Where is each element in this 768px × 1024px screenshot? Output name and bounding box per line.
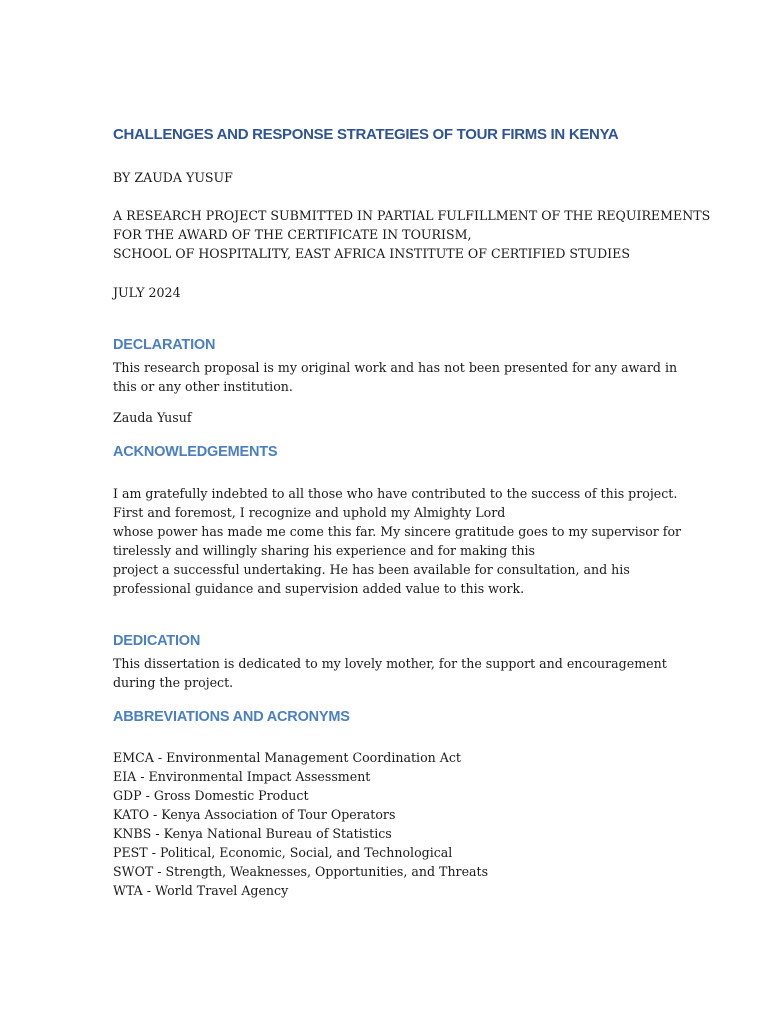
acknowledgements-line: professional guidance and supervision added value to this work. (113, 581, 525, 596)
submission-line: A RESEARCH PROJECT SUBMITTED IN PARTIAL FULFILLMENT OF THE REQUIREMENTS (113, 208, 711, 223)
acknowledgements-line: project a successful undertaking. He has been available for consultation, and his (113, 562, 630, 577)
abbreviation-item: GDP - Gross Domestic Product (113, 788, 309, 803)
dedication-heading: DEDICATION (113, 633, 201, 649)
dedication-line: during the project. (113, 675, 234, 690)
abbreviation-item: WTA - World Travel Agency (113, 883, 289, 898)
acknowledgements-line: First and foremost, I recognize and uphold my Almighty Lord (113, 505, 506, 520)
acknowledgements-text (113, 484, 681, 598)
submission-statement (113, 206, 710, 263)
submission-line: SCHOOL OF HOSPITALITY, EAST AFRICA INSTITUTE OF CERTIFIED STUDIES (113, 246, 630, 261)
declaration-heading: DECLARATION (113, 337, 216, 353)
abbreviation-item: KATO - Kenya Association of Tour Operators (113, 807, 396, 822)
declaration-line: this or any other institution. (113, 379, 293, 394)
abbreviation-item: EMCA - Environmental Management Coordination Act (113, 750, 461, 765)
abbreviation-item: EIA - Environmental Impact Assessment (113, 769, 371, 784)
submission-line: FOR THE AWARD OF THE CERTIFICATE IN TOURISM, (113, 227, 472, 242)
abbreviations-heading: ABBREVIATIONS AND ACRONYMS (113, 709, 350, 725)
abbreviation-item: SWOT - Strength, Weaknesses, Opportunities, and Threats (113, 864, 489, 879)
acknowledgements-line: I am gratefully indebted to all those who have contributed to the success of this project. (113, 486, 678, 501)
submission-date: JULY 2024 (113, 285, 181, 300)
declaration-line: This research proposal is my original work and has not been presented for any award in (113, 360, 678, 375)
author-line: BY ZAUDA YUSUF (113, 170, 233, 185)
acknowledgements-line: whose power has made me come this far. My sincere gratitude goes to my supervisor for (113, 524, 682, 539)
dedication-line: This dissertation is dedicated to my lovely mother, for the support and encouragement (113, 656, 667, 671)
abbreviations-list (113, 748, 488, 900)
document-title: CHALLENGES AND RESPONSE STRATEGIES OF TOUR FIRMS IN KENYA (113, 126, 619, 143)
declaration-signature: Zauda Yusuf (113, 410, 192, 425)
abbreviation-item: KNBS - Kenya National Bureau of Statistics (113, 826, 392, 841)
acknowledgements-line: tirelessly and willingly sharing his experience and for making this (113, 543, 536, 558)
acknowledgements-heading: ACKNOWLEDGEMENTS (113, 444, 278, 460)
dedication-text (113, 654, 667, 692)
abbreviation-item: PEST - Political, Economic, Social, and Technological (113, 845, 453, 860)
declaration-text (113, 358, 677, 396)
